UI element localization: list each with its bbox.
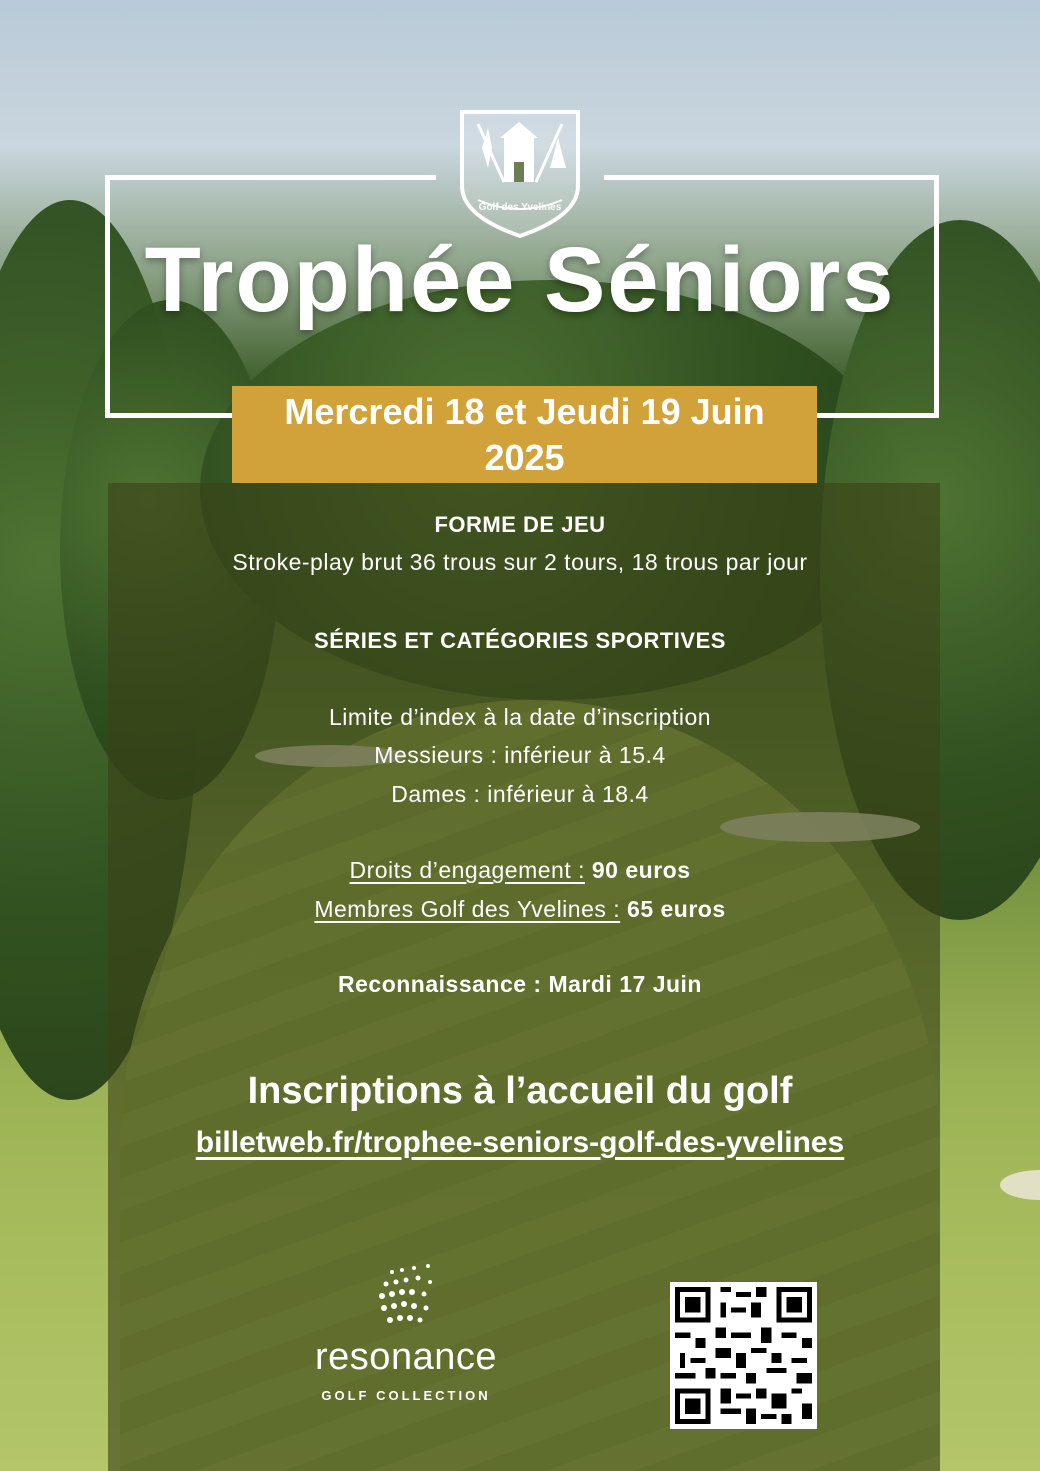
- frame-top-left: [105, 175, 436, 180]
- index-limit-text: Limite d’index à la date d’inscription: [328, 704, 712, 730]
- qr-code-icon[interactable]: [670, 1282, 817, 1429]
- resonance-birds-logo-icon: [372, 1262, 442, 1332]
- date-line-2: 2025: [484, 437, 565, 478]
- reconnaissance-text: Reconnaissance : Mardi 17 Juin: [338, 971, 702, 997]
- resonance-logo-text: resonance: [315, 1336, 497, 1378]
- fee-row-standard: [0, 857, 1040, 884]
- frame-top-right: [604, 175, 939, 180]
- resonance-logo-subtitle: GOLF COLLECTION: [321, 1388, 491, 1403]
- series-heading: SÉRIES ET CATÉGORIES SPORTIVES: [314, 628, 726, 653]
- svg-text:Golf des Yvelines: Golf des Yvelines: [478, 202, 562, 213]
- golf-des-yvelines-crest-icon: [458, 108, 582, 240]
- date-line-1: Mercredi 18 et Jeudi 19 Juin: [284, 391, 765, 432]
- fee-label-standard: Droits d’engagement :: [349, 857, 585, 883]
- men-index-text: Messieurs : inférieur à 15.4: [374, 742, 666, 768]
- date-banner: [232, 386, 817, 483]
- billetweb-link[interactable]: billetweb.fr/trophee-seniors-golf-des-yvelines: [195, 1126, 845, 1159]
- page-title: Trophée Séniors: [144, 229, 896, 331]
- format-text: Stroke-play brut 36 trous sur 2 tours, 18 trous par jour: [232, 549, 808, 575]
- fee-label-members: Membres Golf des Yvelines :: [314, 896, 621, 922]
- women-index-text: Dames : inférieur à 18.4: [391, 781, 649, 807]
- fee-value-standard: 90 euros: [591, 857, 691, 883]
- inscription-heading: Inscriptions à l’accueil du golf: [247, 1070, 793, 1112]
- bunker-3: [1000, 1170, 1040, 1200]
- fee-row-members: [0, 896, 1040, 923]
- fee-value-members: 65 euros: [627, 896, 726, 922]
- format-heading: FORME DE JEU: [434, 512, 606, 537]
- billetweb-link-row: [0, 1126, 1040, 1160]
